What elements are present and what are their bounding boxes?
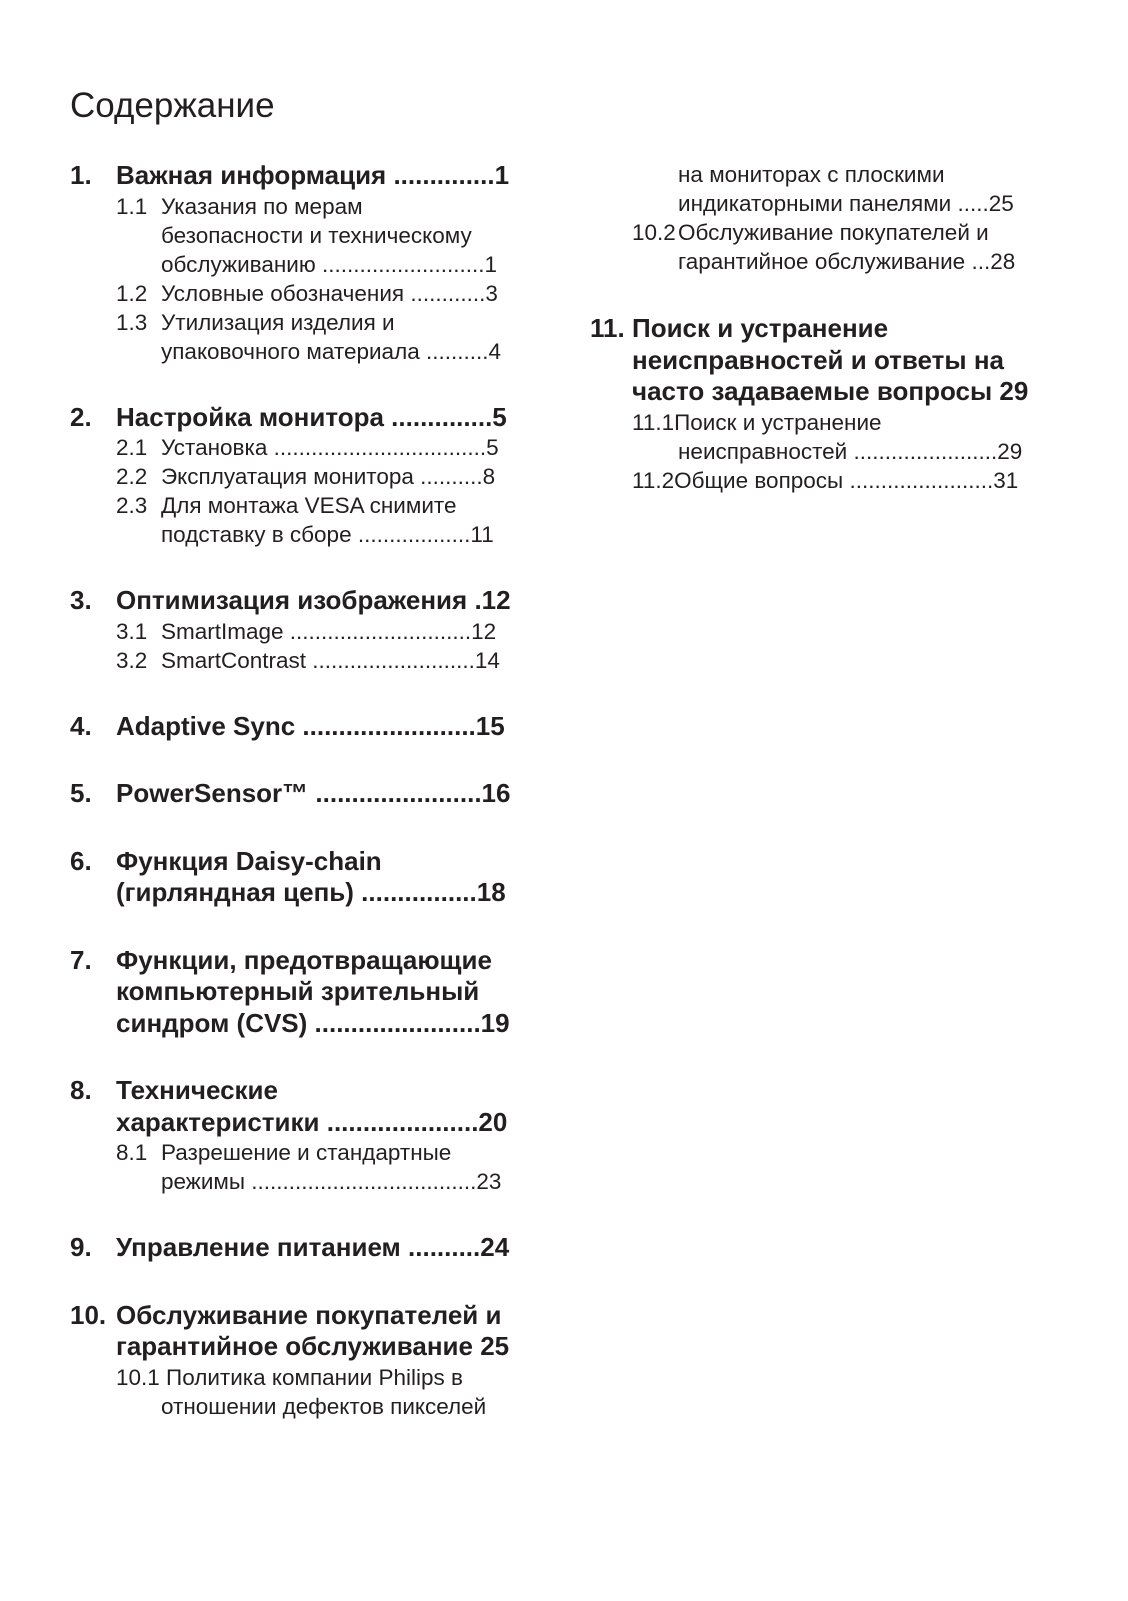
spacer	[70, 1039, 520, 1075]
section-number: 4.	[70, 710, 92, 741]
toc-subsection-10-2-cont: гарантийное обслуживание ...28	[678, 249, 1016, 274]
section-title: Adaptive Sync ........................15	[116, 710, 505, 741]
subsection-title: Эксплуатация монитора ..........8	[161, 464, 496, 489]
toc-right-column	[590, 160, 1035, 495]
toc-subsection-11-1[interactable]: 11.1Поиск и устранение	[632, 409, 882, 435]
toc-subsection-1-3-cont: упаковочного материала ..........4	[161, 338, 501, 364]
subsection-title: Разрешение и стандартные	[161, 1140, 452, 1165]
toc-section-11-cont: часто задаваемые вопросы 29	[632, 376, 1029, 406]
spacer	[70, 810, 520, 846]
toc-subsection-10-1[interactable]: 10.1 Политика компании Philips в	[116, 1364, 463, 1390]
toc-subsection-10-2[interactable]	[590, 218, 1035, 247]
toc-subsection-2-1[interactable]	[70, 433, 520, 462]
toc-subsection-2-2[interactable]	[70, 462, 520, 491]
subsection-number: 8.1	[116, 1140, 148, 1165]
section-title: Настройка монитора ..............5	[116, 401, 507, 432]
section-title: Функция Daisy-chain	[116, 845, 382, 876]
section-number: 10.	[70, 1299, 107, 1330]
toc-subsection-10-1-cont: на мониторах с плоскими	[678, 162, 945, 187]
toc-subsection-2-3[interactable]	[70, 491, 520, 520]
section-title: Оптимизация изображения .12	[116, 585, 511, 615]
spacer	[590, 276, 1035, 313]
subsection-title: Обслуживание покупателей и	[678, 220, 989, 245]
section-title: Обслуживание покупателей и	[116, 1299, 502, 1330]
section-number: 5.	[70, 778, 92, 808]
toc-section-4[interactable]	[70, 711, 520, 743]
toc-section-11[interactable]	[590, 313, 1035, 345]
spacer	[70, 1196, 520, 1232]
toc-subsection-1-1-cont: безопасности и техническому	[161, 222, 472, 248]
toc-subsection-11-1-cont: неисправностей .......................29	[678, 438, 1023, 464]
toc-subsection-2-3-cont: подставку в сборе ..................11	[161, 522, 494, 547]
toc-section-10-cont: гарантийное обслуживание 25	[116, 1331, 510, 1361]
toc-section-10[interactable]	[70, 1300, 520, 1332]
toc-section-1[interactable]	[70, 160, 520, 192]
toc-section-7-cont: компьютерный зрительный	[116, 976, 480, 1006]
subsection-title: Указания по мерам	[161, 193, 363, 219]
section-number: 8.	[70, 1075, 92, 1105]
section-number: 1.	[70, 160, 92, 190]
section-title: PowerSensor™ .......................16	[116, 778, 511, 808]
section-number: 6.	[70, 845, 92, 876]
subsection-number: 3.2	[116, 647, 148, 673]
subsection-title: SmartContrast ..........................14	[161, 647, 500, 673]
spacer	[70, 366, 520, 402]
subsection-title: SmartImage .............................12	[161, 618, 497, 644]
subsection-title: Установка ..................................5	[161, 435, 499, 460]
toc-subsection-10-1-cont: индикаторными панелями .....25	[678, 191, 1014, 216]
toc-section-7[interactable]	[70, 945, 520, 977]
toc-left-column	[70, 160, 520, 1421]
section-number: 3.	[70, 585, 92, 615]
toc-section-6-cont: (гирляндная цепь) ................18	[116, 877, 506, 907]
subsection-title: Для монтажа VESA снимите	[161, 493, 457, 518]
spacer	[70, 1264, 520, 1300]
spacer	[70, 909, 520, 945]
section-title: Поиск и устранение	[632, 313, 889, 343]
toc-subsection-1-1-cont: обслуживанию ..........................1	[161, 251, 498, 277]
spacer	[70, 675, 520, 711]
spacer	[70, 742, 520, 778]
toc-subsection-3-1[interactable]	[70, 617, 520, 646]
subsection-number: 2.3	[116, 493, 148, 518]
subsection-number: 2.1	[116, 435, 148, 460]
toc-section-3[interactable]	[70, 585, 520, 617]
toc-subsection-11-2[interactable]: 11.2Общие вопросы .......................31	[632, 467, 1019, 493]
toc-subsection-3-2[interactable]	[70, 646, 520, 675]
toc-section-6[interactable]	[70, 846, 520, 878]
subsection-number: 2.2	[116, 464, 148, 489]
subsection-title: Условные обозначения ............3	[161, 280, 498, 306]
toc-subsection-1-2[interactable]	[70, 279, 520, 308]
toc-section-2[interactable]	[70, 402, 520, 434]
toc-subsection-8-1-cont: режимы ....................................23	[161, 1169, 502, 1194]
subsection-number: 1.2	[116, 280, 148, 306]
toc-section-9[interactable]	[70, 1232, 520, 1264]
subsection-title: Утилизация изделия и	[161, 309, 395, 335]
subsection-number: 1.3	[116, 309, 148, 335]
section-title: Важная информация ..............1	[116, 160, 510, 190]
section-number: 2.	[70, 401, 92, 432]
section-number: 7.	[70, 944, 92, 975]
subsection-number: 1.1	[116, 193, 148, 219]
section-title: Управление питанием ..........24	[116, 1232, 510, 1262]
toc-section-7-cont: синдром (CVS) .......................19	[116, 1007, 510, 1038]
toc-subsection-8-1[interactable]	[70, 1138, 520, 1167]
toc-subsection-1-1[interactable]	[70, 192, 520, 221]
section-number: 11.	[590, 313, 625, 343]
toc-section-11-cont: неисправностей и ответы на	[632, 344, 1004, 375]
section-number: 9.	[70, 1232, 92, 1262]
section-title: Функции, предотвращающие	[116, 944, 492, 975]
toc-subsection-10-1-cont: отношении дефектов пикселей	[161, 1393, 487, 1419]
toc-section-8[interactable]	[70, 1075, 520, 1107]
spacer	[70, 549, 520, 585]
toc-subsection-1-3[interactable]	[70, 308, 520, 337]
toc-section-8-cont: характеристики .....................20	[116, 1106, 508, 1137]
subsection-number: 10.2	[632, 220, 676, 245]
subsection-number: 3.1	[116, 618, 148, 644]
toc-section-5[interactable]	[70, 778, 520, 810]
page-title: Содержание	[70, 86, 275, 125]
section-title: Технические	[116, 1075, 278, 1105]
